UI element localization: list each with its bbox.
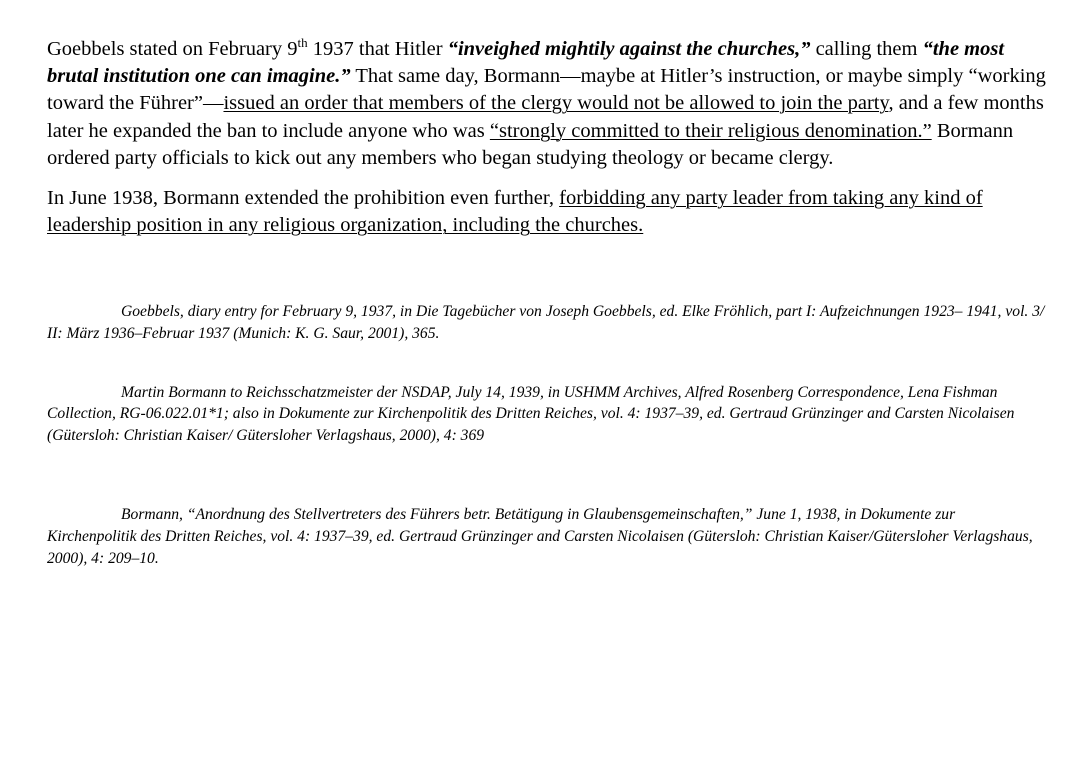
body-paragraph-1 — [47, 36, 1047, 172]
ordinal-superscript: th — [297, 35, 308, 51]
footnote-3: Bormann, “Anordnung des Stellvertreters des Führers betr. Betätigung in Glaubensgemeinschaften,” June 1, 1938, in Dokumente zur Kirchenpolitik des Dritten Reiches, vol. 4: 1937–39, ed. Gertraud Grünzinger and Carsten Nicolaisen (Gütersloh: Christian Kaiser/Gütersloher Verlagshaus, 2000), 4: 209–10. — [47, 506, 1033, 567]
text: 1937 that Hitler — [307, 38, 448, 60]
text: calling them — [810, 38, 923, 60]
text: , and a few months later he expanded the ban to include anyone who was — [47, 92, 1044, 142]
quote-brutal-institution: “the most brutal institution one can imagine.” — [47, 38, 1005, 88]
underlined-religious-denomination: “strongly committed to their religious denomination.” — [489, 119, 932, 142]
footnote-2: Martin Bormann to Reichsschatzmeister der NSDAP, July 14, 1939, in USHMM Archives, Alfred Rosenberg Correspondence, Lena Fishman Collection, RG-06.022.01*1; also in Dokumente zur Kirchenpolitik des Dritten Reiches, vol. 4: 1937–39, ed. Gertraud Grünzinger and Carsten Nicolaisen (Gütersloh: Christian Kaiser/ Gütersloher Verlagshaus, 2000), 4: 369 — [47, 383, 1015, 444]
text: Bormann ordered party officials to kick out any members who began studying theology or became clergy. — [47, 119, 1014, 169]
quote-inveighed: “inveighed mightily against the churches,” — [447, 38, 811, 60]
underlined-leadership-ban: forbidding any party leader from taking any kind of leadership position in any religious organization, including the churches. — [47, 187, 983, 237]
footnote-1: Goebbels, diary entry for February 9, 1937, in Die Tagebücher von Joseph Goebbels, ed. Elke Fröhlich, part I: Aufzeichnungen 1923– 1941, vol. 3/ II: März 1936–Februar 1937 (Munich: K. G. Saur, 2001), 365. — [47, 303, 1045, 343]
document-page — [47, 20, 1047, 569]
body-paragraph-2 — [47, 185, 1047, 239]
text: Goebbels stated on February 9 — [47, 38, 298, 60]
text: That same day, Bormann—maybe at Hitler’s instruction, or maybe simply “working toward the Führer”— — [47, 65, 1046, 115]
text: In June 1938, Bormann extended the prohibition even further, — [47, 187, 560, 210]
underlined-clergy-order: issued an order that members of the clergy would not be allowed to join the party — [223, 92, 889, 115]
